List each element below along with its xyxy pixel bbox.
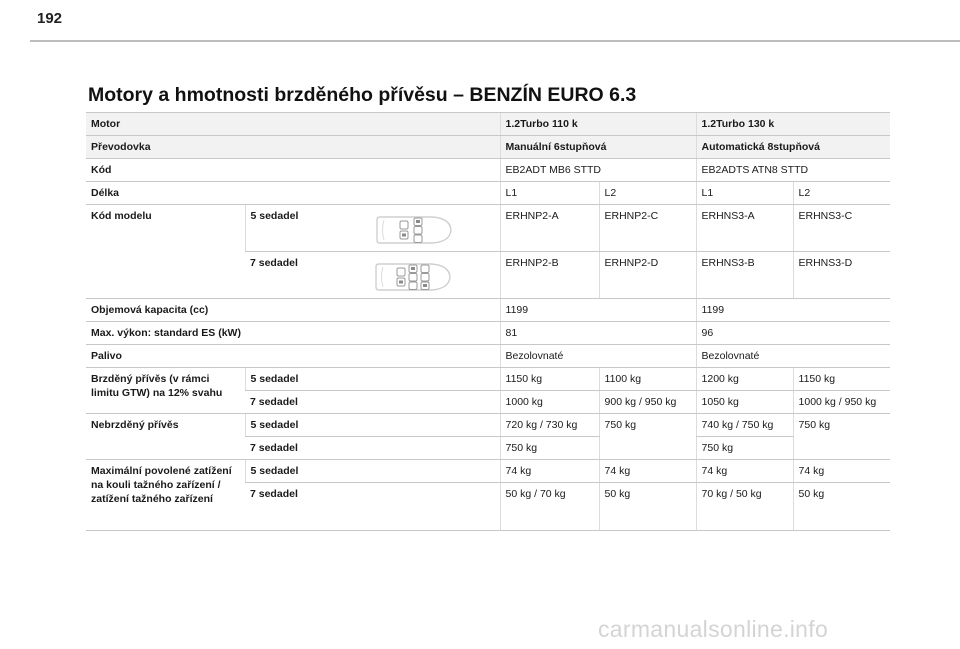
table-cell: L2 <box>793 182 890 205</box>
row-label: Brzděný přívěs (v rámci limitu GTW) na 12% svahu <box>86 368 245 414</box>
table-cell: 750 kg <box>696 437 793 460</box>
sub-row-label: 5 sedadel <box>245 414 500 437</box>
table-cell: 50 kg <box>793 483 890 531</box>
table-cell: ERHNP2-B <box>500 252 599 299</box>
table-row-fuel <box>86 345 890 368</box>
table-cell: 50 kg / 70 kg <box>500 483 599 531</box>
table-cell: ERHNP2-A <box>500 205 599 252</box>
table-cell: 1150 kg <box>500 368 599 391</box>
table-cell: 750 kg <box>599 414 696 460</box>
table-cell: Automatická 8stupňová <box>696 136 890 159</box>
table-row-length <box>86 182 890 205</box>
header-divider <box>30 40 960 42</box>
row-label: Kód modelu <box>86 205 245 299</box>
table-cell: 1.2Turbo 110 k <box>500 113 696 136</box>
table-cell: 1100 kg <box>599 368 696 391</box>
table-cell: EB2ADT MB6 STTD <box>500 159 696 182</box>
row-label: Nebrzděný přívěs <box>86 414 245 460</box>
table-cell: 74 kg <box>599 460 696 483</box>
table-cell: 74 kg <box>696 460 793 483</box>
table-cell: 1050 kg <box>696 391 793 414</box>
table-cell: L2 <box>599 182 696 205</box>
spec-table <box>86 112 890 531</box>
table-row-gearbox <box>86 136 890 159</box>
row-label: Motor <box>86 113 500 136</box>
table-row-code <box>86 159 890 182</box>
table-cell: ERHNP2-D <box>599 252 696 299</box>
table-cell: Bezolovnaté <box>500 345 696 368</box>
sub-row-label: 5 sedadel <box>245 460 500 483</box>
row-label: Maximální povolené zatížení na kouli tažného zařízení / zatížení tažného zařízení <box>86 460 245 531</box>
table-cell: 740 kg / 750 kg <box>696 414 793 437</box>
table-row-capacity <box>86 299 890 322</box>
row-label: Převodovka <box>86 136 500 159</box>
row-label: Objemová kapacita (cc) <box>86 299 500 322</box>
table-cell: Bezolovnaté <box>696 345 890 368</box>
table-cell: 1150 kg <box>793 368 890 391</box>
table-cell: 1199 <box>696 299 890 322</box>
table-cell: ERHNS3-B <box>696 252 793 299</box>
table-cell: Manuální 6stupňová <box>500 136 696 159</box>
table-cell: 74 kg <box>500 460 599 483</box>
sub-row-label: 5 sedadel <box>250 210 299 222</box>
table-cell: 1.2Turbo 130 k <box>696 113 890 136</box>
table-row-unbraked-5 <box>86 414 890 437</box>
row-label: Délka <box>86 182 500 205</box>
van-7-seat-icon <box>375 259 453 295</box>
sub-row-label: 7 sedadel <box>250 257 298 269</box>
table-row-braked-5 <box>86 368 890 391</box>
table-cell: L1 <box>500 182 599 205</box>
row-label: Palivo <box>86 345 500 368</box>
table-cell: ERHNS3-C <box>793 205 890 252</box>
table-row-towball-5 <box>86 460 890 483</box>
seat-config-cell <box>245 205 500 252</box>
table-row-motor <box>86 113 890 136</box>
table-cell: 750 kg <box>500 437 599 460</box>
table-cell: 900 kg / 950 kg <box>599 391 696 414</box>
table-cell: 96 <box>696 322 890 345</box>
sub-row-label: 7 sedadel <box>245 391 500 414</box>
table-cell: 750 kg <box>793 414 890 460</box>
van-5-seat-icon <box>376 212 454 248</box>
table-cell: L1 <box>696 182 793 205</box>
row-label: Kód <box>86 159 500 182</box>
page-title: Motory a hmotnosti brzděného přívěsu – BENZÍN EURO 6.3 <box>88 84 637 106</box>
table-cell: 1199 <box>500 299 696 322</box>
sub-row-label: 7 sedadel <box>245 483 500 531</box>
table-cell: EB2ADTS ATN8 STTD <box>696 159 890 182</box>
table-cell: 1200 kg <box>696 368 793 391</box>
table-cell: 1000 kg <box>500 391 599 414</box>
table-cell: 70 kg / 50 kg <box>696 483 793 531</box>
table-row-model-code-5 <box>86 205 890 252</box>
sub-row-label: 7 sedadel <box>245 437 500 460</box>
table-cell: ERHNS3-D <box>793 252 890 299</box>
table-row-power <box>86 322 890 345</box>
table-cell: 720 kg / 730 kg <box>500 414 599 437</box>
table-cell: 81 <box>500 322 696 345</box>
watermark-text: carmanualsonline.info <box>598 616 829 642</box>
table-cell: 74 kg <box>793 460 890 483</box>
table-cell: ERHNS3-A <box>696 205 793 252</box>
table-cell: ERHNP2-C <box>599 205 696 252</box>
page-number: 192 <box>37 10 63 27</box>
row-label: Max. výkon: standard ES (kW) <box>86 322 500 345</box>
sub-row-label: 5 sedadel <box>245 368 500 391</box>
table-cell: 50 kg <box>599 483 696 531</box>
table-cell: 1000 kg / 950 kg <box>793 391 890 414</box>
seat-config-cell <box>245 252 500 299</box>
